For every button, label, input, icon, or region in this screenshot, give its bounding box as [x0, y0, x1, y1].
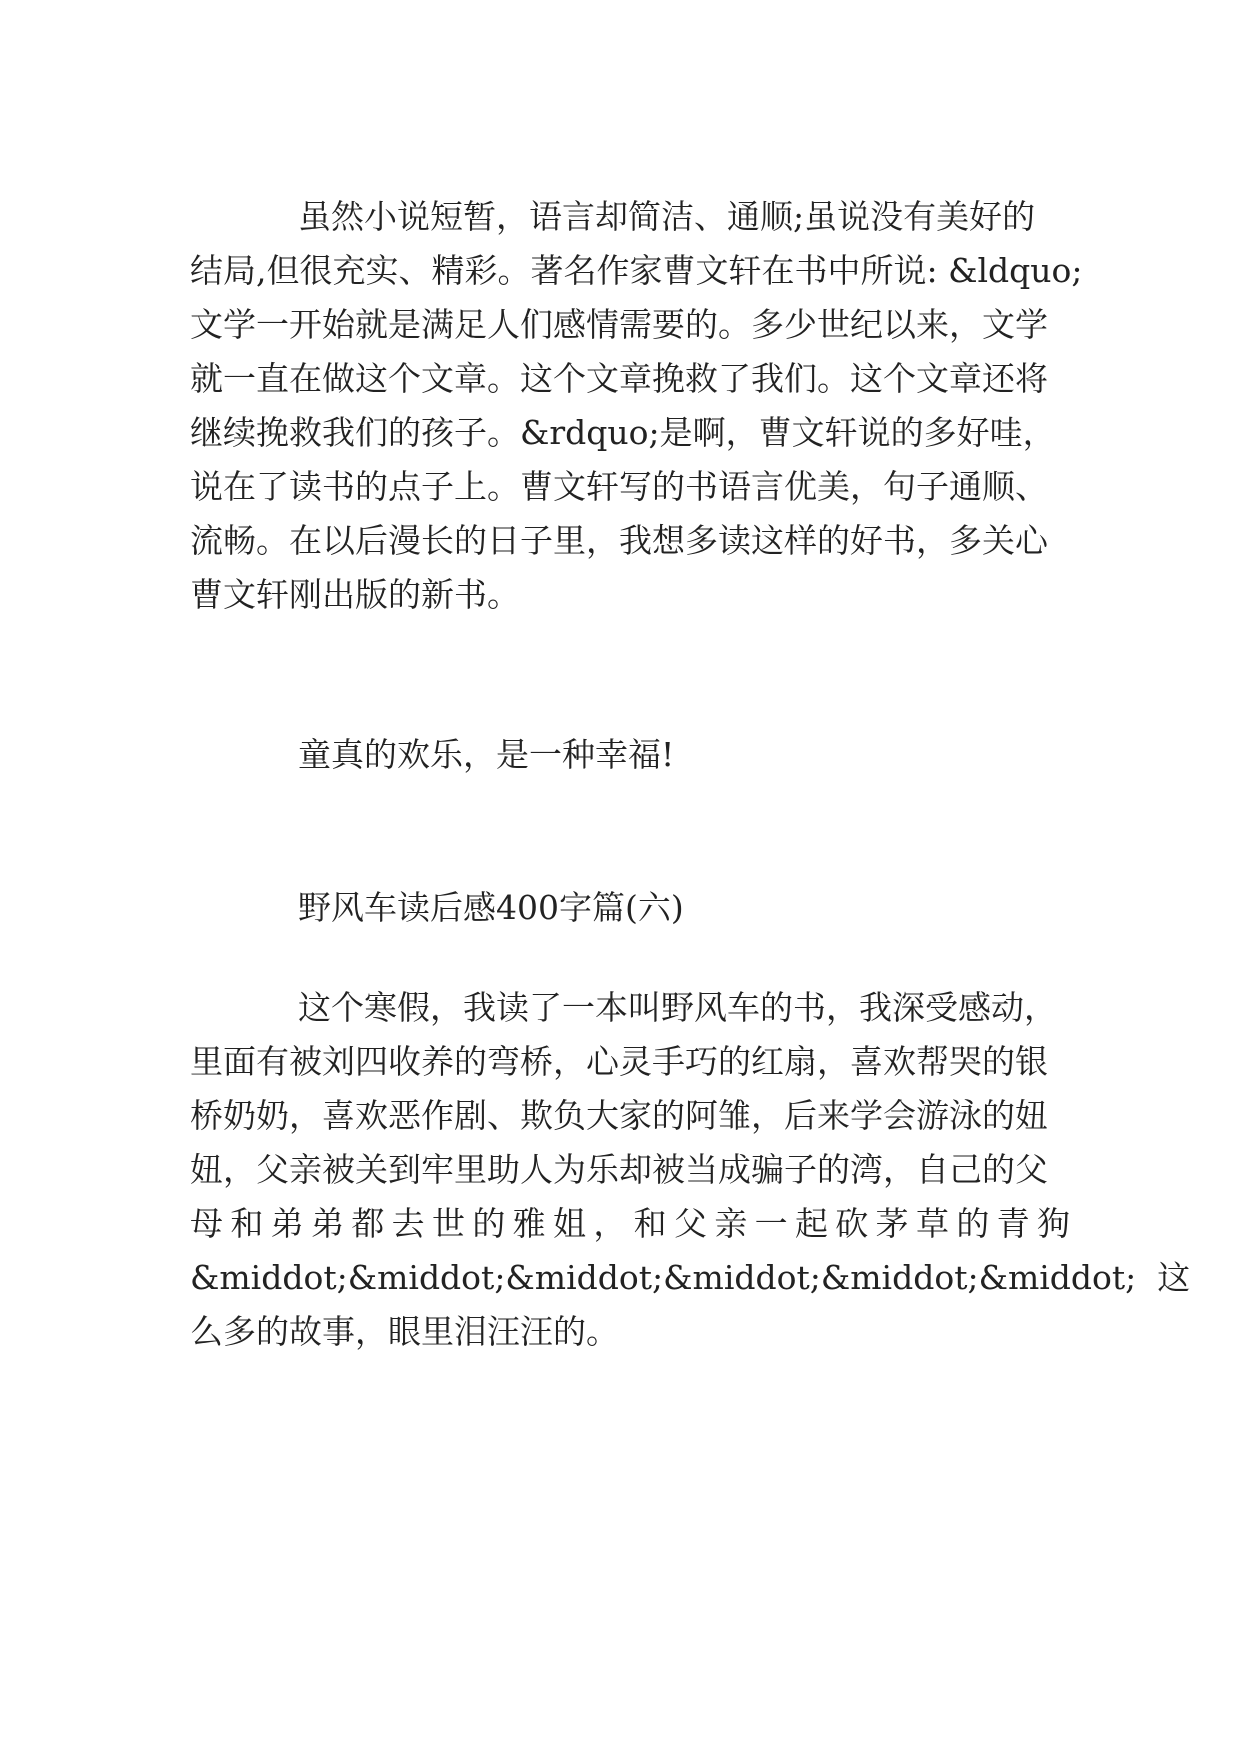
paragraph-line: 这个寒假，我读了一本叫野风车的书，我深受感动， [298, 988, 1057, 1027]
paragraph-line: 母和弟弟都去世的雅姐，和父亲一起砍茅草的青狗 [190, 1204, 1070, 1243]
paragraph-line: &middot;&middot;&middot;&middot;&middot;&middot; 这 [190, 1258, 1191, 1297]
paragraph-line: 曹文轩刚出版的新书。 [190, 575, 520, 614]
paragraph-line: 虽然小说短暂，语言却简洁、通顺;虽说没有美好的 [298, 197, 1036, 236]
paragraph-line: 里面有被刘四收养的弯桥，心灵手巧的红扇，喜欢帮哭的银 [190, 1042, 1048, 1081]
paragraph-line: 结局,但很充实、精彩。著名作家曹文轩在书中所说: &ldquo; [190, 251, 1083, 290]
paragraph-line: 继续挽救我们的孩子。&rdquo;是啊，曹文轩说的多好哇， [190, 413, 1056, 452]
paragraph-line: 妞，父亲被关到牢里助人为乐却被当成骗子的湾，自己的父 [190, 1150, 1048, 1189]
section-heading: 野风车读后感400字篇(六) [298, 888, 684, 927]
paragraph-line: 就一直在做这个文章。这个文章挽救了我们。这个文章还将 [190, 359, 1048, 398]
paragraph-line: 流畅。在以后漫长的日子里，我想多读这样的好书，多关心 [190, 521, 1048, 560]
paragraph-line: 桥奶奶，喜欢恶作剧、欺负大家的阿雏，后来学会游泳的妞 [190, 1096, 1048, 1135]
paragraph-line: 童真的欢乐，是一种幸福! [298, 735, 675, 774]
paragraph-line: 么多的故事，眼里泪汪汪的。 [190, 1312, 619, 1351]
paragraph-line: 文学一开始就是满足人们感情需要的。多少世纪以来，文学 [190, 305, 1048, 344]
paragraph-line: 说在了读书的点子上。曹文轩写的书语言优美，句子通顺、 [190, 467, 1048, 506]
